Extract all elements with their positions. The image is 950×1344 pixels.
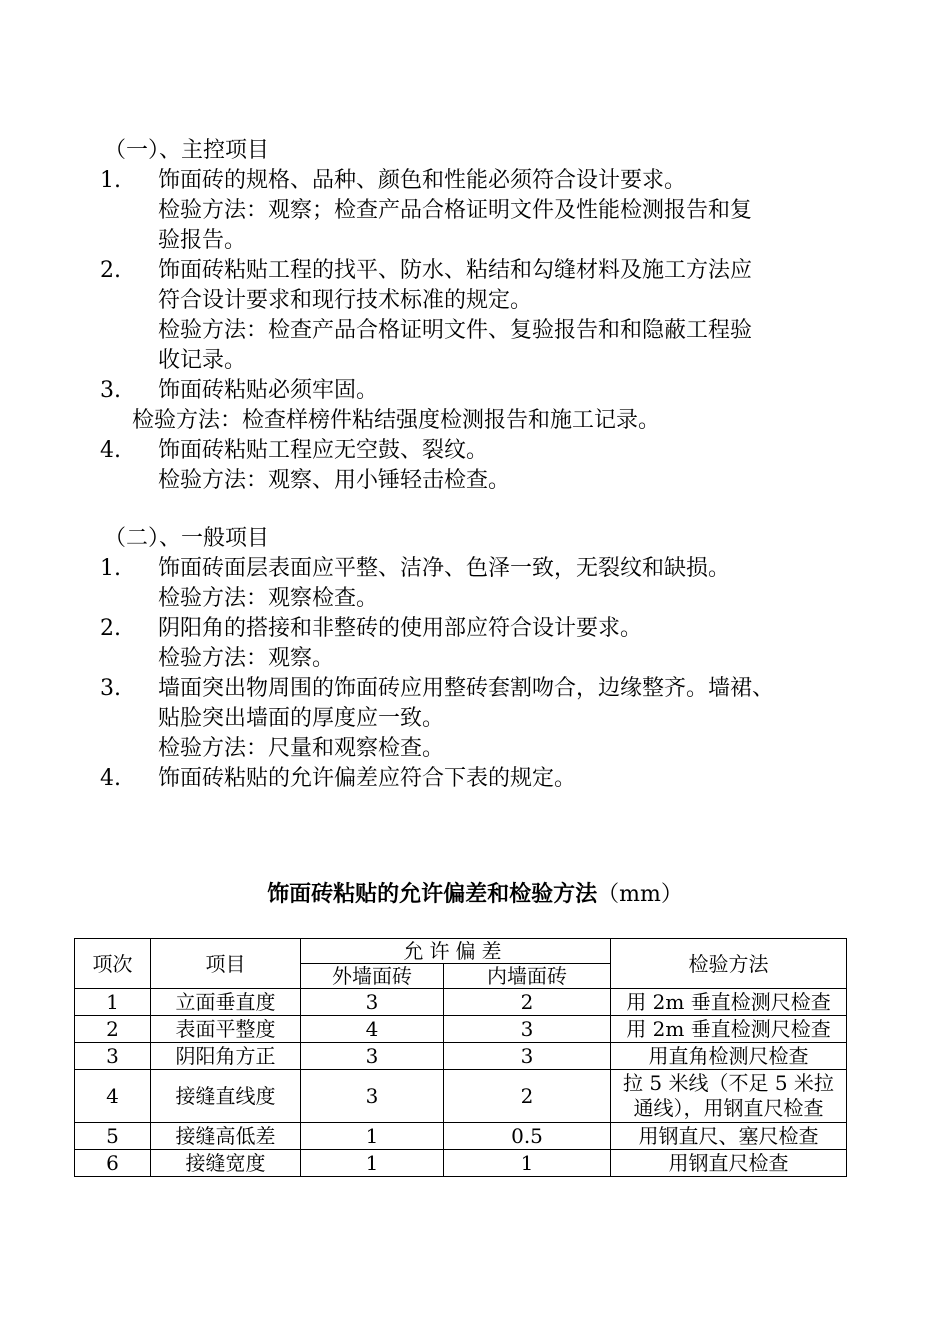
item-method-cont: 验报告。 bbox=[158, 228, 247, 253]
cell-item: 接缝宽度 bbox=[151, 1150, 301, 1177]
cell-item: 接缝高低差 bbox=[151, 1123, 301, 1150]
item-method: 检验方法：观察；检查产品合格证明文件及性能检测报告和复 bbox=[158, 198, 753, 223]
cell-exterior: 4 bbox=[301, 1016, 444, 1043]
item-text: 饰面砖粘贴工程的找平、防水、粘结和勾缝材料及施工方法应 bbox=[158, 258, 753, 283]
cell-no: 4 bbox=[75, 1070, 151, 1123]
header-deviation: 允许偏差 bbox=[301, 939, 611, 964]
item-number: 1. bbox=[100, 168, 121, 193]
item-method: 检验方法：观察。 bbox=[158, 646, 335, 671]
table-row bbox=[75, 1016, 847, 1043]
table-row bbox=[75, 1070, 847, 1123]
table-title-unit: （mm） bbox=[597, 882, 683, 907]
item-text: 阴阳角的搭接和非整砖的使用部应符合设计要求。 bbox=[158, 616, 643, 641]
cell-no: 5 bbox=[75, 1123, 151, 1150]
item-number: 3. bbox=[100, 676, 121, 701]
cell-no: 1 bbox=[75, 989, 151, 1016]
table-title bbox=[0, 878, 950, 911]
header-item: 项目 bbox=[151, 939, 301, 989]
header-method: 检验方法 bbox=[611, 939, 847, 989]
cell-interior: 3 bbox=[444, 1016, 611, 1043]
item-method-cont: 收记录。 bbox=[158, 348, 247, 373]
header-interior: 内墙面砖 bbox=[444, 964, 611, 989]
cell-interior: 1 bbox=[444, 1150, 611, 1177]
cell-no: 2 bbox=[75, 1016, 151, 1043]
item-method: 检验方法：观察、用小锤轻击检查。 bbox=[158, 468, 511, 493]
cell-item: 接缝直线度 bbox=[151, 1070, 301, 1123]
table-row bbox=[75, 1043, 847, 1070]
cell-method: 用直角检测尺检查 bbox=[611, 1043, 847, 1070]
cell-method: 用 2m 垂直检测尺检查 bbox=[611, 989, 847, 1016]
item-text-cont: 符合设计要求和现行技术标准的规定。 bbox=[158, 288, 533, 313]
cell-item: 阴阳角方正 bbox=[151, 1043, 301, 1070]
item-method: 检验方法：检查样榜件粘结强度检测报告和施工记录。 bbox=[132, 408, 661, 433]
item-text-cont: 贴脸突出墙面的厚度应一致。 bbox=[158, 706, 445, 731]
item-number: 2. bbox=[100, 258, 121, 283]
cell-method: 用钢直尺检查 bbox=[611, 1150, 847, 1177]
item-number: 1. bbox=[100, 556, 121, 581]
cell-method: 用钢直尺、塞尺检查 bbox=[611, 1123, 847, 1150]
header-no: 项次 bbox=[75, 939, 151, 989]
cell-item: 表面平整度 bbox=[151, 1016, 301, 1043]
item-number: 2. bbox=[100, 616, 121, 641]
item-text: 饰面砖粘贴的允许偏差应符合下表的规定。 bbox=[158, 766, 577, 791]
cell-no: 3 bbox=[75, 1043, 151, 1070]
cell-exterior: 3 bbox=[301, 989, 444, 1016]
cell-exterior: 3 bbox=[301, 1070, 444, 1123]
cell-method bbox=[611, 1070, 847, 1123]
item-text: 饰面砖粘贴必须牢固。 bbox=[158, 378, 379, 403]
cell-no: 6 bbox=[75, 1150, 151, 1177]
item-text: 饰面砖的规格、品种、颜色和性能必须符合设计要求。 bbox=[158, 168, 687, 193]
cell-item: 立面垂直度 bbox=[151, 989, 301, 1016]
item-number: 4. bbox=[100, 766, 121, 791]
item-number: 4. bbox=[100, 438, 121, 463]
item-method: 检验方法：观察检查。 bbox=[158, 586, 379, 611]
item-number: 3. bbox=[100, 378, 121, 403]
item-method: 检验方法：检查产品合格证明文件、复验报告和和隐蔽工程验 bbox=[158, 318, 753, 343]
cell-interior: 3 bbox=[444, 1043, 611, 1070]
cell-interior: 2 bbox=[444, 989, 611, 1016]
table-title-text: 饰面砖粘贴的允许偏差和检验方法 bbox=[267, 881, 598, 907]
cell-exterior: 3 bbox=[301, 1043, 444, 1070]
table-row bbox=[75, 989, 847, 1016]
cell-method-line: 通线），用钢直尺检查 bbox=[633, 1096, 824, 1120]
cell-method-line: 拉 5 米线（不足 5 米拉 bbox=[623, 1071, 834, 1095]
cell-exterior: 1 bbox=[301, 1123, 444, 1150]
cell-interior: 2 bbox=[444, 1070, 611, 1123]
header-exterior: 外墙面砖 bbox=[301, 964, 444, 989]
section-heading-main-control: （一）、主控项目 bbox=[104, 138, 270, 163]
item-text: 饰面砖面层表面应平整、洁净、色泽一致，无裂纹和缺损。 bbox=[158, 556, 731, 581]
item-method: 检验方法：尺量和观察检查。 bbox=[158, 736, 445, 761]
item-text: 墙面突出物周围的饰面砖应用整砖套割吻合，边缘整齐。墙裙、 bbox=[158, 676, 775, 701]
table-row bbox=[75, 1150, 847, 1177]
cell-method: 用 2m 垂直检测尺检查 bbox=[611, 1016, 847, 1043]
item-text: 饰面砖粘贴工程应无空鼓、裂纹。 bbox=[158, 438, 489, 463]
table-row bbox=[75, 1123, 847, 1150]
deviation-table bbox=[74, 938, 847, 1177]
cell-interior: 0.5 bbox=[444, 1123, 611, 1150]
cell-exterior: 1 bbox=[301, 1150, 444, 1177]
section-heading-general: （二）、一般项目 bbox=[104, 526, 270, 551]
